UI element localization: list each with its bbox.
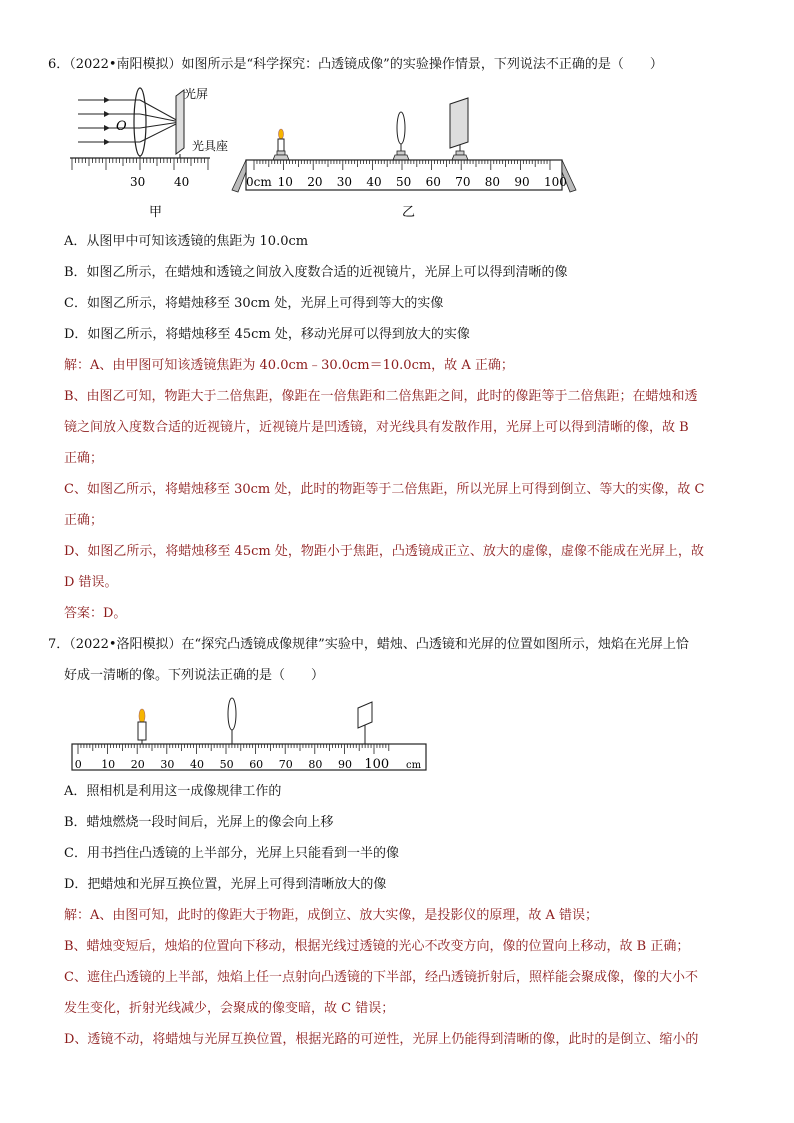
lens-q7 [228,698,236,746]
ruler-ticks [72,158,208,170]
q6-solution-line: 正确； [64,451,104,466]
ray-arrows [104,97,110,145]
bench-tick-label: 10 [277,175,293,189]
screen-label: 光屏 [184,87,209,101]
q6-answer: 答案：D。 [64,606,127,621]
optical-bench-label: 光具座 [192,139,229,153]
q7-option-b: B．蜡烛燃烧一段时间后，光屏上的像会向上移 [64,815,334,830]
incident-rays [78,100,180,142]
screen-q7 [358,702,372,746]
q7-solution-line: B、蜡烛变短后，烛焰的位置向下移动，根据光线过透镜的光心不改变方向，像的位置向上移动，故 B 正确； [64,939,690,954]
q7-solution-line: 发生变化，折射光线减少，会聚成的像变暗，故 C 错误； [64,1001,395,1016]
bench-tick-label: 50 [396,175,412,189]
bench-tick-label: 100 [544,175,567,189]
q7-ruler-label: 80 [308,758,323,771]
q7-stem-cont: 好成一清晰的像。下列说法正确的是（ ） [64,668,325,683]
tick-30: 30 [130,175,146,189]
convex-lens [134,88,146,156]
q6-solution-line: 镜之间放入度数合适的近视镜片，近视镜片是凹透镜，对光线具有发散作用，光屏上可以得到清晰的像，故 B [64,420,689,435]
q7-solution-line: 解：A、由图可知，此时的像距大于物距，成倒立、放大实像，是投影仪的原理，故 A 错误； [64,908,599,923]
q6-option-c: C．如图乙所示，将蜡烛移至 30cm 处，光屏上可得到等大的实像 [64,296,444,311]
figure-yi-caption: 乙 [402,205,416,220]
q7-ruler-label: 30 [160,758,175,771]
screen [176,90,184,154]
bench-tick-label: 30 [336,175,353,189]
q6-stem: 6．（2022•南阳模拟）如图所示是“科学探究：凸透镜成像”的实验操作情景，下列说法不正确的是（ ） [48,57,663,72]
tick-40: 40 [174,175,190,189]
screen-yi [450,98,468,160]
bench-tick-label: 90 [514,175,530,189]
q7-solution-line: C、遮住凸透镜的上半部，烛焰上任一点射向凸透镜的下半部，经凸透镜折射后，照样能会聚成像，像的大小不 [64,970,698,985]
q6-solution-line: 正确； [64,513,104,528]
q6-option-b: B．如图乙所示，在蜡烛和透镜之间放入度数合适的近视镜片，光屏上可以得到清晰的像 [64,265,568,280]
q7-solution-line: D、透镜不动，将蜡烛与光屏互换位置，根据光路的可逆性，光屏上仍能得到清晰的像，此时的是倒立、缩小的 [64,1032,699,1047]
bench-tick-label: 0cm [246,175,272,189]
q7-option-a: A．照相机是利用这一成像规律工作的 [64,784,282,799]
lens-yi [393,112,409,160]
q6-solution-line: B、由图乙可知，物距大于二倍焦距，像距在一倍焦距和二倍焦距之间，此时的像距等于二倍焦距；在蜡烛和透 [64,389,698,404]
q6-option-a: A．从图甲中可知该透镜的焦距为 10.0cm [64,234,309,249]
q6-solution-line: D 错误。 [64,575,118,590]
bench-tick-label: 80 [484,175,501,189]
q7-ruler-label: 70 [278,758,293,771]
candle-q7 [138,709,146,746]
candle-yi [273,129,289,160]
figure-q7 [64,694,434,778]
lens-center-label: O [116,119,127,134]
q6-option-d: D．如图乙所示，将蜡烛移至 45cm 处，移动光屏可以得到放大的实像 [64,327,470,342]
q7-ruler-label: 90 [338,758,352,771]
q7-ruler-label: 40 [190,758,204,771]
q7-ruler-label: 0 [74,758,82,771]
q7-option-c: C．用书挡住凸透镜的上半部分，光屏上只能看到一半的像 [64,846,399,861]
q7-ruler-unit: cm [406,760,422,771]
figure-jia-caption: 甲 [149,205,163,220]
bench-tick-label: 20 [307,175,323,189]
bench-tick-label: 70 [455,175,471,189]
q7-option-d: D．把蜡烛和光屏互换位置，光屏上可得到清晰放大的像 [64,877,387,892]
q7-ruler-label: 60 [249,758,264,771]
q6-solution-line: 解：A、由甲图可知该透镜焦距为 40.0cm﹣30.0cm＝10.0cm，故 A 正确； [64,358,514,373]
q7-stem: 7．（2022•洛阳模拟）在“探究凸透镜成像规律”实验中，蜡烛、凸透镜和光屏的位置如图所示，烛焰在光屏上恰 [48,637,689,652]
q6-solution-line: D、如图乙所示，将蜡烛移至 45cm 处，物距小于焦距，凸透镜成正立、放大的虚像，虚像不能成在光屏上，故 [64,544,704,559]
q6-solution-line: C、如图乙所示，将蜡烛移至 30cm 处，此时的物距等于二倍焦距，所以光屏上可得到倒立、等大的实像，故 C [64,482,705,497]
figure-jia [64,82,244,222]
bench-leg-left [232,160,246,192]
q7-ruler-label: 10 [101,758,116,771]
q7-ruler-label: 20 [130,758,145,771]
figure-yi [224,92,584,224]
bench-tick-label: 60 [425,175,441,189]
q7-ruler-label: 100 [364,757,390,772]
q7-ruler-label: 50 [219,758,234,771]
bench-tick-label: 40 [366,175,382,189]
